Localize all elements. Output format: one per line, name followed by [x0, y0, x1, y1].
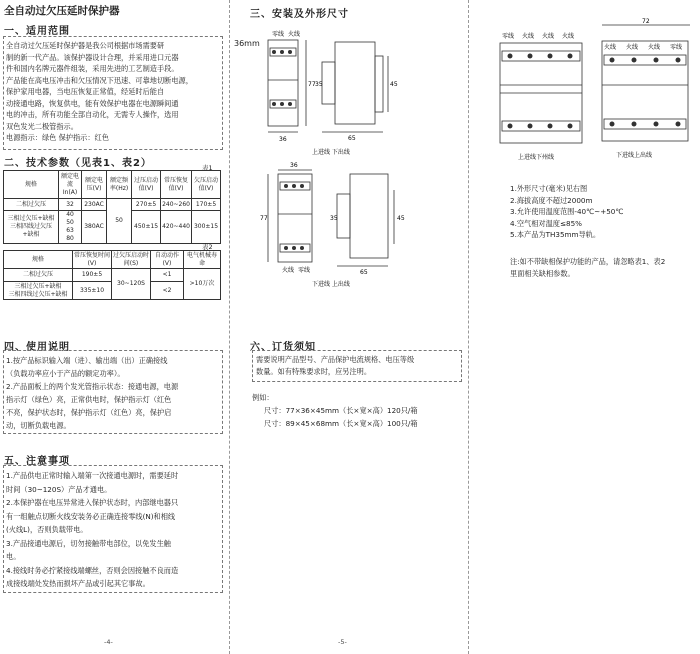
table-header: 常压恢复值(V) — [161, 171, 192, 199]
table-cell: 240~260 — [161, 199, 192, 211]
text-line: 需要说明产品型号、产品保护电流规格、电压等级 — [256, 355, 415, 364]
section-5-text — [6, 469, 222, 591]
text-line: 2.海拔高度不超过2000m — [510, 195, 593, 205]
table-header: 过欠压启动时间(S) — [113, 251, 150, 267]
text-line: 不亮，保护状态时，保护指示灯（红色）亮，保护启 — [6, 408, 172, 417]
table-cell: 420~440 — [161, 211, 192, 244]
dim-label: 45 — [397, 215, 405, 222]
section-4-title: 四、使用说明 — [4, 342, 70, 353]
dim-label: 65 — [348, 135, 356, 142]
terminal-label: 零线 — [670, 44, 683, 51]
section-4-text — [6, 354, 222, 432]
table-cell: 二相过欠压 — [4, 199, 59, 211]
text-line: 时间（30~120S）产品才通电。 — [6, 484, 112, 494]
dim-label: 72 — [642, 18, 650, 25]
text-line: 电源指示：绿色 保护指示：红色 — [6, 133, 109, 142]
table-header: 额定电流In(A) — [59, 171, 82, 199]
table-header: 过压启动值(V) — [132, 171, 161, 199]
example-label: 例如： — [252, 393, 274, 402]
terminal-label: 火线 — [648, 44, 661, 51]
table-cell: 三相过欠压+缺相 三相四线过欠压+缺相 — [4, 211, 59, 244]
table-header: 自动动作(V) — [151, 251, 184, 269]
text-line: 产品能在高电压冲击和欠压情况下迅速、可靠地切断电源， — [6, 75, 193, 85]
text-line: 数量。如有特殊要求时，应另注明。 — [256, 367, 372, 376]
page-number: -5- — [338, 638, 347, 646]
text-line: （负载功率应小于产品的额定功率）。 — [6, 369, 125, 378]
table-cell: <1 — [151, 269, 184, 282]
table-header: 欠压启动值(V) — [192, 171, 221, 199]
notes-list — [510, 183, 690, 241]
table-cell: 335±10 — [73, 282, 112, 300]
table-cell: 190±5 — [73, 269, 112, 282]
text-line: 件和国内名牌元器件组装，采用先进的工艺制造手段。 — [6, 64, 179, 73]
page-number: -4- — [104, 638, 113, 646]
width-label: 36mm — [234, 39, 260, 48]
terminal-label: 火线 — [626, 44, 639, 51]
drawing-caption: 上进线下州线 — [518, 154, 555, 161]
page-4 — [0, 0, 228, 654]
text-line: 电。 — [6, 552, 21, 561]
column-divider — [468, 0, 469, 654]
text-line: 里面相关缺相参数。 — [510, 269, 575, 278]
table-cell: 40 50 63 80 — [59, 211, 82, 244]
table-1-label: 表1 — [202, 164, 213, 172]
terminal-label: 零线 — [502, 33, 515, 40]
table-cell: 300±15 — [192, 211, 221, 244]
text-line: 2.本保护器在电压异常进入保护状态时，内部继电器只 — [6, 498, 179, 507]
text-line: 制的新一代产品。该保护器设计合理，并采用进口元器 — [6, 52, 179, 62]
text-line: 双色发光二极管指示。 — [6, 121, 78, 131]
table-2 — [3, 250, 221, 300]
section-6-text — [256, 354, 462, 378]
dim-label: 65 — [360, 269, 368, 276]
dimension-drawing-2 — [260, 160, 420, 290]
table-cell: 170±5 — [192, 199, 221, 211]
section-1-text — [6, 40, 222, 144]
footnote — [510, 256, 696, 280]
section-5-title: 五、注意事项 — [4, 456, 70, 467]
dim-label: 45 — [390, 81, 398, 88]
text-line: 有一组触点切断火线安装务必正确连接零线(N)和相线 — [6, 511, 176, 521]
dim-label: 35 — [315, 81, 323, 88]
table-cell: 50 — [107, 199, 132, 244]
terminal-label: 火线 — [562, 33, 575, 40]
neutral-label: 零线 — [272, 31, 285, 38]
text-line: (火线L)，否则负载带电。 — [6, 525, 88, 534]
table-1 — [3, 170, 221, 244]
text-line: 电的冲击，所有功能全部自动化，无需专人操作，选用 — [6, 110, 179, 119]
drawing-caption: 下进线上出线 — [616, 152, 653, 159]
neutral-label: 零线 — [298, 267, 311, 274]
text-line: 5.本产品为TH35mm导轨。 — [510, 230, 601, 239]
text-line: 全自动过欠压延时保护器是我公司根据市场需要研 — [6, 41, 165, 50]
table-cell: 380AC — [82, 211, 107, 244]
terminal-label: 火线 — [604, 44, 617, 51]
text-line: 3.产品接通电源后，切勿接触带电部位，以免发生触 — [6, 538, 171, 548]
text-line: 尺寸：77×36×45mm（长×宽×高）120只/箱 — [264, 406, 418, 415]
table-cell: 二相过欠压 — [4, 269, 73, 282]
text-line: 动接通电路，恢复供电，能有效保护电器在电源瞬间通 — [6, 98, 179, 108]
table-cell: 30~120S — [112, 269, 151, 300]
table-2-label: 表2 — [202, 243, 213, 251]
document-title: 全自动过欠压延时保护器 — [4, 5, 120, 17]
table-header: 常压恢复时间(V) — [74, 251, 111, 267]
text-line: 指示灯（绿色）亮，正常供电时，保护指示灯（红色 — [6, 395, 172, 404]
dimension-drawing-1 — [260, 28, 420, 158]
table-cell: 三相过欠压+缺相 三相四线过欠压+缺相 — [4, 282, 73, 300]
dim-label: 36 — [290, 162, 298, 169]
text-line: 成接线端处发热而损坏产品或引起其它事故。 — [6, 579, 150, 588]
dim-label: 77 — [260, 215, 268, 222]
dimension-drawing-4 — [596, 15, 696, 165]
example-text — [264, 404, 464, 430]
page-6 — [470, 0, 700, 654]
section-2-title: 二、技术参数（见表1、表2） — [4, 158, 152, 169]
text-line: 1.外形尺寸(毫米)见右图 — [510, 184, 588, 193]
page-5 — [230, 0, 466, 654]
drawing-caption: 上进线 下出线 — [312, 149, 350, 156]
dim-label: 36 — [279, 136, 287, 143]
text-line: 动，切断负载电源。 — [6, 421, 71, 430]
terminal-label: 火线 — [542, 33, 555, 40]
terminal-label: 火线 — [522, 33, 535, 40]
dimension-drawing-3 — [492, 25, 597, 165]
text-line: 2.产品面板上的两个发光管指示状态：接通电源，电源 — [6, 382, 179, 391]
text-line: 尺寸：89×45×68mm（长×宽×高）100只/箱 — [264, 419, 418, 428]
table-cell: 450±15 — [132, 211, 161, 244]
table-header: 电气机械寿命 — [184, 251, 221, 269]
table-cell: 32 — [59, 199, 82, 211]
drawing-caption: 下进线 上出线 — [312, 281, 350, 288]
text-line: 注:如不带缺相保护功能的产品，请忽略表1、表2 — [510, 257, 666, 266]
table-cell: >10万次 — [184, 269, 221, 300]
dim-label: 77 — [308, 81, 316, 88]
live-label: 火线 — [288, 31, 301, 38]
dim-label: 35 — [330, 215, 338, 222]
table-cell: <2 — [151, 282, 184, 300]
text-line: 保护家用电器，当电压恢复正常值，经延时后能自 — [6, 87, 165, 96]
section-1-title: 一、适用范围 — [4, 26, 70, 37]
table-header: 额定电压(V) — [82, 171, 107, 199]
text-line: 4.空气相对温度≤85% — [510, 218, 582, 228]
text-line: 1.按产品标识输入端（进）、输出端（出）正确接线 — [6, 356, 168, 365]
text-line: 4.接线时务必拧紧接线端螺丝，否则会因接触不良而造 — [6, 565, 179, 575]
live-label: 火线 — [282, 267, 295, 274]
table-header: 额定频率(Hz) — [107, 171, 132, 199]
text-line: 1.产品供电正常时输入端第一次接通电源时，需要延时 — [6, 471, 179, 480]
section-3-title: 三、安装及外形尺寸 — [250, 9, 349, 20]
table-cell: 270±5 — [132, 199, 161, 211]
section-6-title: 六、订货须知 — [250, 342, 316, 353]
table-header: 规格 — [4, 171, 59, 199]
table-header: 规格 — [4, 251, 73, 269]
table-cell: 230AC — [82, 199, 107, 211]
text-line: 3.允许使用温度范围-40℃~+50℃ — [510, 207, 624, 216]
